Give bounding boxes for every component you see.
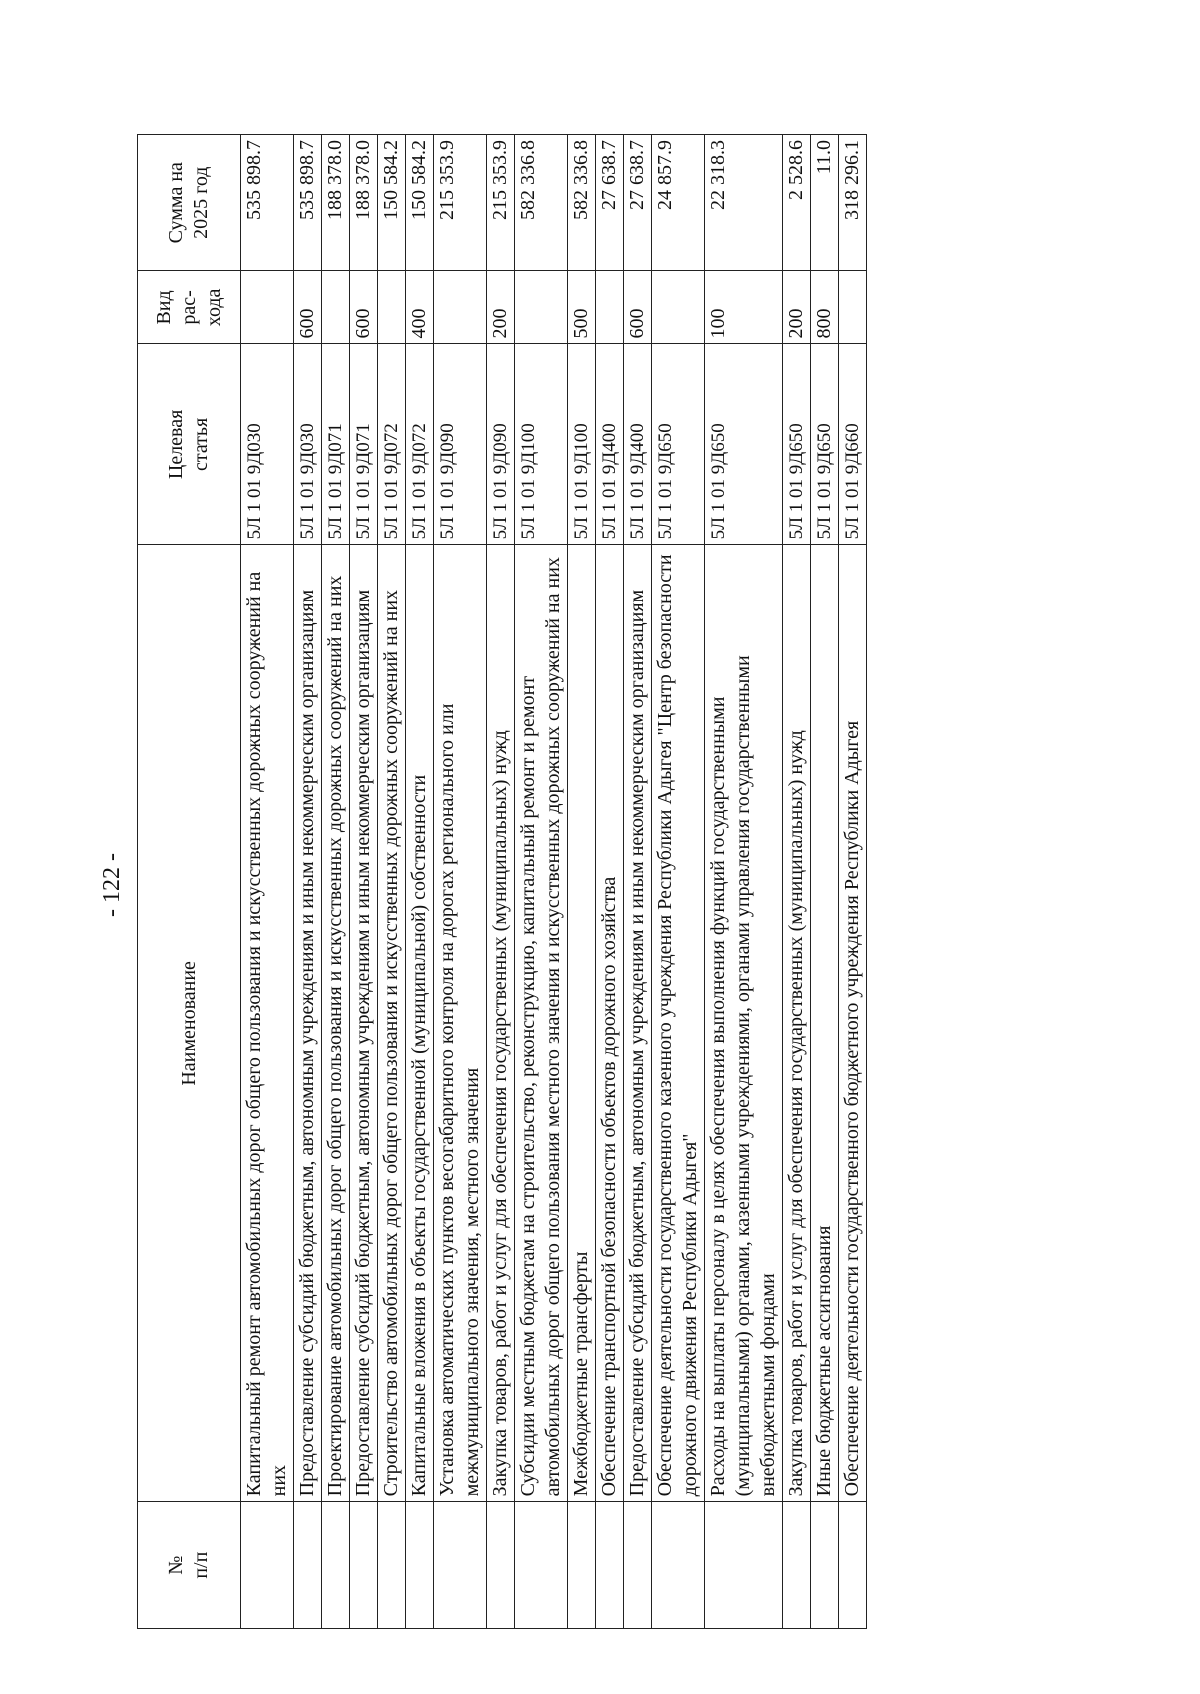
row-target-article: 5Л 1 01 9Д030 bbox=[241, 344, 294, 545]
table-row bbox=[378, 135, 406, 1629]
row-expense-kind bbox=[652, 271, 705, 344]
row-name: Субсидии местным бюджетам на строительство, реконструкцию, капитальный ремонт и ремонт автомобильных дорог общего пользования местного значения и искусственных дорожных сооружений на них bbox=[515, 545, 568, 1502]
row-target-article: 5Л 1 01 9Д072 bbox=[406, 344, 434, 545]
row-number bbox=[294, 1502, 322, 1629]
header-sum-line: 2025 год bbox=[190, 166, 212, 239]
row-name: Капитальный ремонт автомобильных дорог общего пользования и искусственных дорожных сооружений на них bbox=[241, 545, 294, 1502]
row-sum: 2 528.6 bbox=[783, 135, 811, 271]
row-sum: 535 898.7 bbox=[294, 135, 322, 271]
row-expense-kind bbox=[515, 271, 568, 344]
row-target-article: 5Л 1 01 9Д072 bbox=[378, 344, 406, 545]
table-row bbox=[294, 135, 322, 1629]
row-number bbox=[406, 1502, 434, 1629]
table-row bbox=[515, 135, 568, 1629]
table-row bbox=[596, 135, 624, 1629]
row-target-article: 5Л 1 01 9Д030 bbox=[294, 344, 322, 545]
row-number bbox=[322, 1502, 350, 1629]
row-name: Строительство автомобильных дорог общего пользования и искусственных дорожных сооружений на них bbox=[378, 545, 406, 1502]
table-row bbox=[350, 135, 378, 1629]
row-number bbox=[515, 1502, 568, 1629]
row-expense-kind: 200 bbox=[487, 271, 515, 344]
row-name: Обеспечение деятельности государственного бюджетного учреждения Республики Адыгея bbox=[839, 545, 867, 1502]
row-sum: 188 378.0 bbox=[350, 135, 378, 271]
row-sum: 150 584.2 bbox=[378, 135, 406, 271]
header-kind bbox=[138, 271, 241, 344]
row-target-article: 5Л 1 01 9Д650 bbox=[652, 344, 705, 545]
row-name: Капитальные вложения в объекты государственной (муниципальной) собственности bbox=[406, 545, 434, 1502]
row-name: Иные бюджетные ассигнования bbox=[811, 545, 839, 1502]
header-num bbox=[138, 1502, 241, 1629]
page-number: - 122 - bbox=[99, 853, 125, 917]
row-number bbox=[378, 1502, 406, 1629]
row-sum: 582 336.8 bbox=[568, 135, 596, 271]
header-kind-line: хода bbox=[202, 288, 225, 327]
row-number bbox=[596, 1502, 624, 1629]
row-sum: 535 898.7 bbox=[241, 135, 294, 271]
table-row bbox=[783, 135, 811, 1629]
header-sum bbox=[138, 135, 241, 271]
row-number bbox=[652, 1502, 705, 1629]
row-expense-kind: 600 bbox=[350, 271, 378, 344]
header-code-line: статья bbox=[190, 417, 212, 472]
row-target-article: 5Л 1 01 9Д400 bbox=[596, 344, 624, 545]
table-row bbox=[652, 135, 705, 1629]
row-sum: 27 638.7 bbox=[596, 135, 624, 271]
table-row bbox=[624, 135, 652, 1629]
table-row bbox=[406, 135, 434, 1629]
table-row bbox=[487, 135, 515, 1629]
row-sum: 582 336.8 bbox=[515, 135, 568, 271]
row-target-article: 5Л 1 01 9Д660 bbox=[839, 344, 867, 545]
row-target-article: 5Л 1 01 9Д650 bbox=[811, 344, 839, 545]
row-sum: 215 353.9 bbox=[434, 135, 487, 271]
row-target-article: 5Л 1 01 9Д090 bbox=[487, 344, 515, 545]
row-expense-kind bbox=[241, 271, 294, 344]
row-name: Предоставление субсидий бюджетным, автономным учреждениям и иным некоммерческим организациям bbox=[350, 545, 378, 1502]
rotated-page bbox=[92, 135, 1182, 1635]
row-sum: 11.0 bbox=[811, 135, 839, 271]
header-code-line: Целевая bbox=[165, 409, 187, 480]
row-sum: 318 296.1 bbox=[839, 135, 867, 271]
row-number bbox=[241, 1502, 294, 1629]
table-row bbox=[839, 135, 867, 1629]
row-name: Межбюджетные трансферты bbox=[568, 545, 596, 1502]
table-header-row bbox=[138, 135, 241, 1629]
row-expense-kind: 500 bbox=[568, 271, 596, 344]
header-kind-line: Вид bbox=[152, 290, 175, 325]
row-target-article: 5Л 1 01 9Д650 bbox=[705, 344, 783, 545]
row-number bbox=[839, 1502, 867, 1629]
row-number bbox=[811, 1502, 839, 1629]
row-sum: 24 857.9 bbox=[652, 135, 705, 271]
row-name: Обеспечение деятельности государственного казенного учреждения Республики Адыгея "Центр безопасности дорожного движения Республики Адыгея" bbox=[652, 545, 705, 1502]
row-expense-kind: 600 bbox=[294, 271, 322, 344]
row-sum: 150 584.2 bbox=[406, 135, 434, 271]
header-sum-line: Сумма на bbox=[165, 162, 187, 244]
row-expense-kind bbox=[839, 271, 867, 344]
row-number bbox=[705, 1502, 783, 1629]
header-num-line: п/п bbox=[190, 1551, 212, 1579]
row-name: Проектирование автомобильных дорог общего пользования и искусственных дорожных сооружений на них bbox=[322, 545, 350, 1502]
row-name: Установка автоматических пунктов весогабаритного контроля на дорогах регионального или межмуниципального значения, местного значения bbox=[434, 545, 487, 1502]
row-expense-kind: 100 bbox=[705, 271, 783, 344]
row-sum: 22 318.3 bbox=[705, 135, 783, 271]
row-number bbox=[350, 1502, 378, 1629]
table-row bbox=[811, 135, 839, 1629]
table-row bbox=[705, 135, 783, 1629]
table-row bbox=[241, 135, 294, 1629]
row-target-article: 5Л 1 01 9Д100 bbox=[515, 344, 568, 545]
row-target-article: 5Л 1 01 9Д100 bbox=[568, 344, 596, 545]
row-expense-kind: 800 bbox=[811, 271, 839, 344]
row-name: Обеспечение транспортной безопасности объектов дорожного хозяйства bbox=[596, 545, 624, 1502]
table-row bbox=[568, 135, 596, 1629]
row-target-article: 5Л 1 01 9Д071 bbox=[350, 344, 378, 545]
row-expense-kind bbox=[322, 271, 350, 344]
header-name: Наименование bbox=[138, 545, 241, 1502]
header-code bbox=[138, 344, 241, 545]
row-number bbox=[434, 1502, 487, 1629]
table-row bbox=[434, 135, 487, 1629]
row-expense-kind bbox=[596, 271, 624, 344]
header-kind-line: рас- bbox=[177, 290, 200, 325]
row-name: Предоставление субсидий бюджетным, автономным учреждениям и иным некоммерческим организациям bbox=[624, 545, 652, 1502]
budget-table bbox=[137, 134, 867, 1629]
row-name: Закупка товаров, работ и услуг для обеспечения государственных (муниципальных) нужд bbox=[783, 545, 811, 1502]
row-target-article: 5Л 1 01 9Д400 bbox=[624, 344, 652, 545]
table-row bbox=[322, 135, 350, 1629]
row-expense-kind bbox=[434, 271, 487, 344]
table-body bbox=[241, 135, 867, 1629]
row-sum: 188 378.0 bbox=[322, 135, 350, 271]
row-name: Расходы на выплаты персоналу в целях обеспечения выполнения функций государственными (муниципальными) органами, казенными учреждениями, органами управления государственными внебюджетными фондами bbox=[705, 545, 783, 1502]
row-number bbox=[783, 1502, 811, 1629]
row-target-article: 5Л 1 01 9Д071 bbox=[322, 344, 350, 545]
header-num-line: № bbox=[165, 1555, 187, 1575]
row-expense-kind: 600 bbox=[624, 271, 652, 344]
row-target-article: 5Л 1 01 9Д090 bbox=[434, 344, 487, 545]
row-expense-kind: 400 bbox=[406, 271, 434, 344]
row-sum: 27 638.7 bbox=[624, 135, 652, 271]
row-expense-kind bbox=[378, 271, 406, 344]
row-number bbox=[487, 1502, 515, 1629]
row-expense-kind: 200 bbox=[783, 271, 811, 344]
row-target-article: 5Л 1 01 9Д650 bbox=[783, 344, 811, 545]
row-number bbox=[568, 1502, 596, 1629]
row-name: Закупка товаров, работ и услуг для обеспечения государственных (муниципальных) нужд bbox=[487, 545, 515, 1502]
row-sum: 215 353.9 bbox=[487, 135, 515, 271]
row-name: Предоставление субсидий бюджетным, автономным учреждениям и иным некоммерческим организациям bbox=[294, 545, 322, 1502]
row-number bbox=[624, 1502, 652, 1629]
